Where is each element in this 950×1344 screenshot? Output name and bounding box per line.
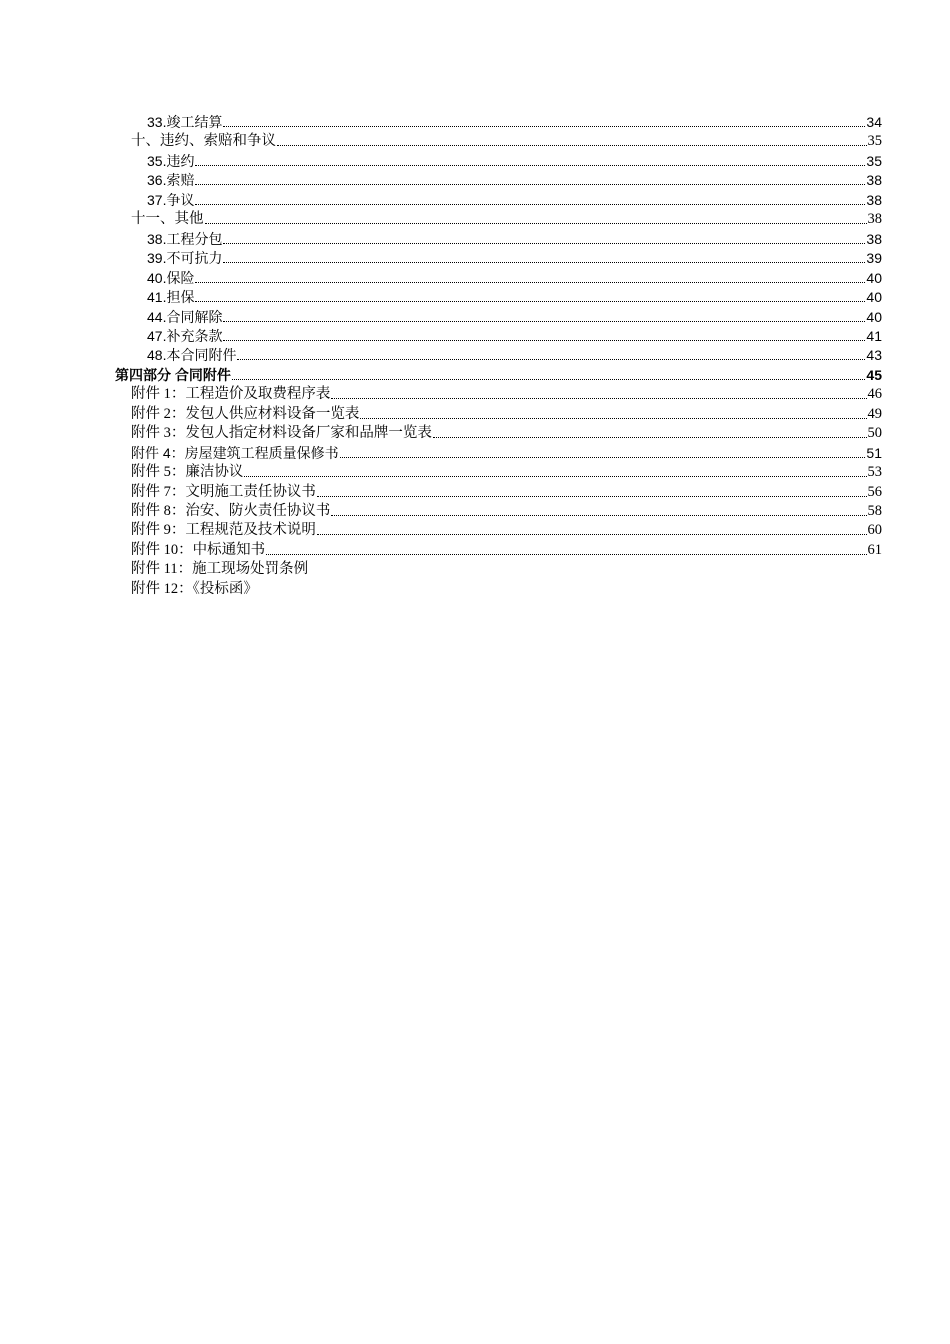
toc-entry-title: 附件 8：治安、防火责任协议书 [131,503,331,519]
toc-leader-dots [331,503,866,516]
toc-entry-title: 48.本合同附件 [147,347,237,364]
toc-entry[interactable] [131,385,882,404]
toc-entry[interactable] [147,191,882,210]
toc-entry-page: 61 [867,541,882,558]
toc-leader-dots [195,192,865,205]
toc-entry[interactable] [147,327,882,346]
toc-entry-title: 附件 3：发包人指定材料设备厂家和品牌一览表 [131,425,432,442]
toc-leader-dots [317,522,867,535]
toc-entry-title: 附件 7：文明施工责任协议书 [131,483,316,500]
toc-entry-title: 37.争议 [147,191,195,208]
toc-leader-dots [266,542,866,555]
toc-entry-title: 47.补充条款 [147,327,223,344]
toc-entry[interactable] [131,580,258,599]
toc-entry[interactable] [147,113,882,132]
toc-entry[interactable] [147,152,882,171]
toc-entry[interactable] [147,249,882,268]
toc-entry[interactable] [131,463,882,482]
toc-entry-title: 十、违约、索赔和争议 [131,133,276,150]
toc-entry-title: 附件 11：施工现场处罚条例 [131,561,309,578]
toc-entry-title: 44.合同解除 [147,308,223,325]
toc-entry-title: 33.竣工结算 [147,114,223,130]
toc-entry[interactable] [131,444,882,463]
toc-leader-dots [317,484,867,497]
toc-entry[interactable] [147,308,882,327]
toc-leader-dots [331,386,866,399]
toc-entry-title: 40.保险 [147,269,195,286]
toc-entry-title: 附件 12：《投标函》 [131,580,258,597]
toc-entry[interactable] [147,288,882,307]
toc-leader-dots [195,153,865,166]
toc-entry-title: 38.工程分包 [147,230,223,247]
toc-leader-dots [223,309,865,322]
toc-leader-dots [340,445,866,458]
toc-entry-page: 49 [867,405,882,422]
toc-entry-page: 60 [867,522,882,539]
toc-entry-title: 附件 5：廉洁协议 [131,464,244,481]
toc-entry[interactable] [147,269,882,288]
toc-leader-dots [237,347,865,360]
toc-leader-dots [223,328,865,341]
toc-entry-page: 35 [867,133,882,150]
toc-entry-title: 附件 10：中标通知书 [131,541,266,558]
toc-entry-page: 38 [867,211,882,228]
toc-entry[interactable] [131,210,882,229]
toc-entry-page: 40 [866,308,882,325]
toc-leader-dots [223,250,865,263]
toc-entry-page: 34 [866,114,882,130]
toc-leader-dots [195,270,865,283]
toc-entry-title: 附件 2：发包人供应材料设备一览表 [131,405,360,422]
toc-entry-title: 36.索赔 [147,172,195,189]
toc-entry[interactable] [131,405,882,424]
toc-entry[interactable] [131,541,882,560]
toc-entry-page: 53 [867,464,882,481]
toc-entry-title: 附件 1：工程造价及取费程序表 [131,386,331,403]
toc-leader-dots [277,133,867,146]
toc-leader-dots [195,172,865,185]
toc-entry-page: 43 [866,347,882,364]
toc-entry-title: 附件 9：工程规范及技术说明 [131,522,316,539]
toc-entry-page: 38 [866,191,882,208]
toc-leader-dots [360,406,866,419]
toc-entry-page: 51 [866,444,882,461]
toc-entry-title: 第四部分 合同附件 [115,366,231,383]
toc-entry[interactable] [131,521,882,540]
toc-entry-title: 35.违约 [147,152,195,169]
toc-entry[interactable] [131,483,882,502]
toc-entry-title: 39.不可抗力 [147,250,223,267]
toc-leader-dots [195,289,865,302]
toc-entry-title: 十一、其他 [131,211,204,228]
toc-entry-page: 40 [866,269,882,286]
toc-leader-dots [223,231,865,244]
toc-entry-page: 46 [867,386,882,403]
toc-entry[interactable] [131,502,882,521]
toc-leader-dots [433,425,867,438]
toc-entry-page: 39 [866,250,882,267]
toc-entry-page: 38 [866,230,882,247]
toc-entry[interactable] [147,346,882,365]
toc-entry[interactable] [131,560,308,579]
toc-entry-title: 41.担保 [147,289,195,306]
toc-entry[interactable] [115,366,882,385]
toc-entry[interactable] [131,132,882,151]
toc-entry[interactable] [147,171,882,190]
toc-entry[interactable] [131,424,882,443]
toc-entry-page: 58 [867,503,882,519]
toc-entry-page: 50 [867,425,882,442]
toc-entry-page: 56 [867,483,882,500]
toc-entry-page: 38 [866,172,882,189]
toc-entry-title: 附件 4：房屋建筑工程质量保修书 [131,444,339,461]
toc-entry-page: 41 [866,327,882,344]
toc-entry[interactable] [147,230,882,249]
toc-leader-dots [232,367,866,380]
toc-leader-dots [244,464,866,477]
toc-leader-dots [205,211,867,224]
toc-leader-dots [223,114,865,127]
toc-entry-page: 40 [866,289,882,306]
toc-entry-page: 35 [866,152,882,169]
toc-entry-page: 45 [866,366,882,383]
